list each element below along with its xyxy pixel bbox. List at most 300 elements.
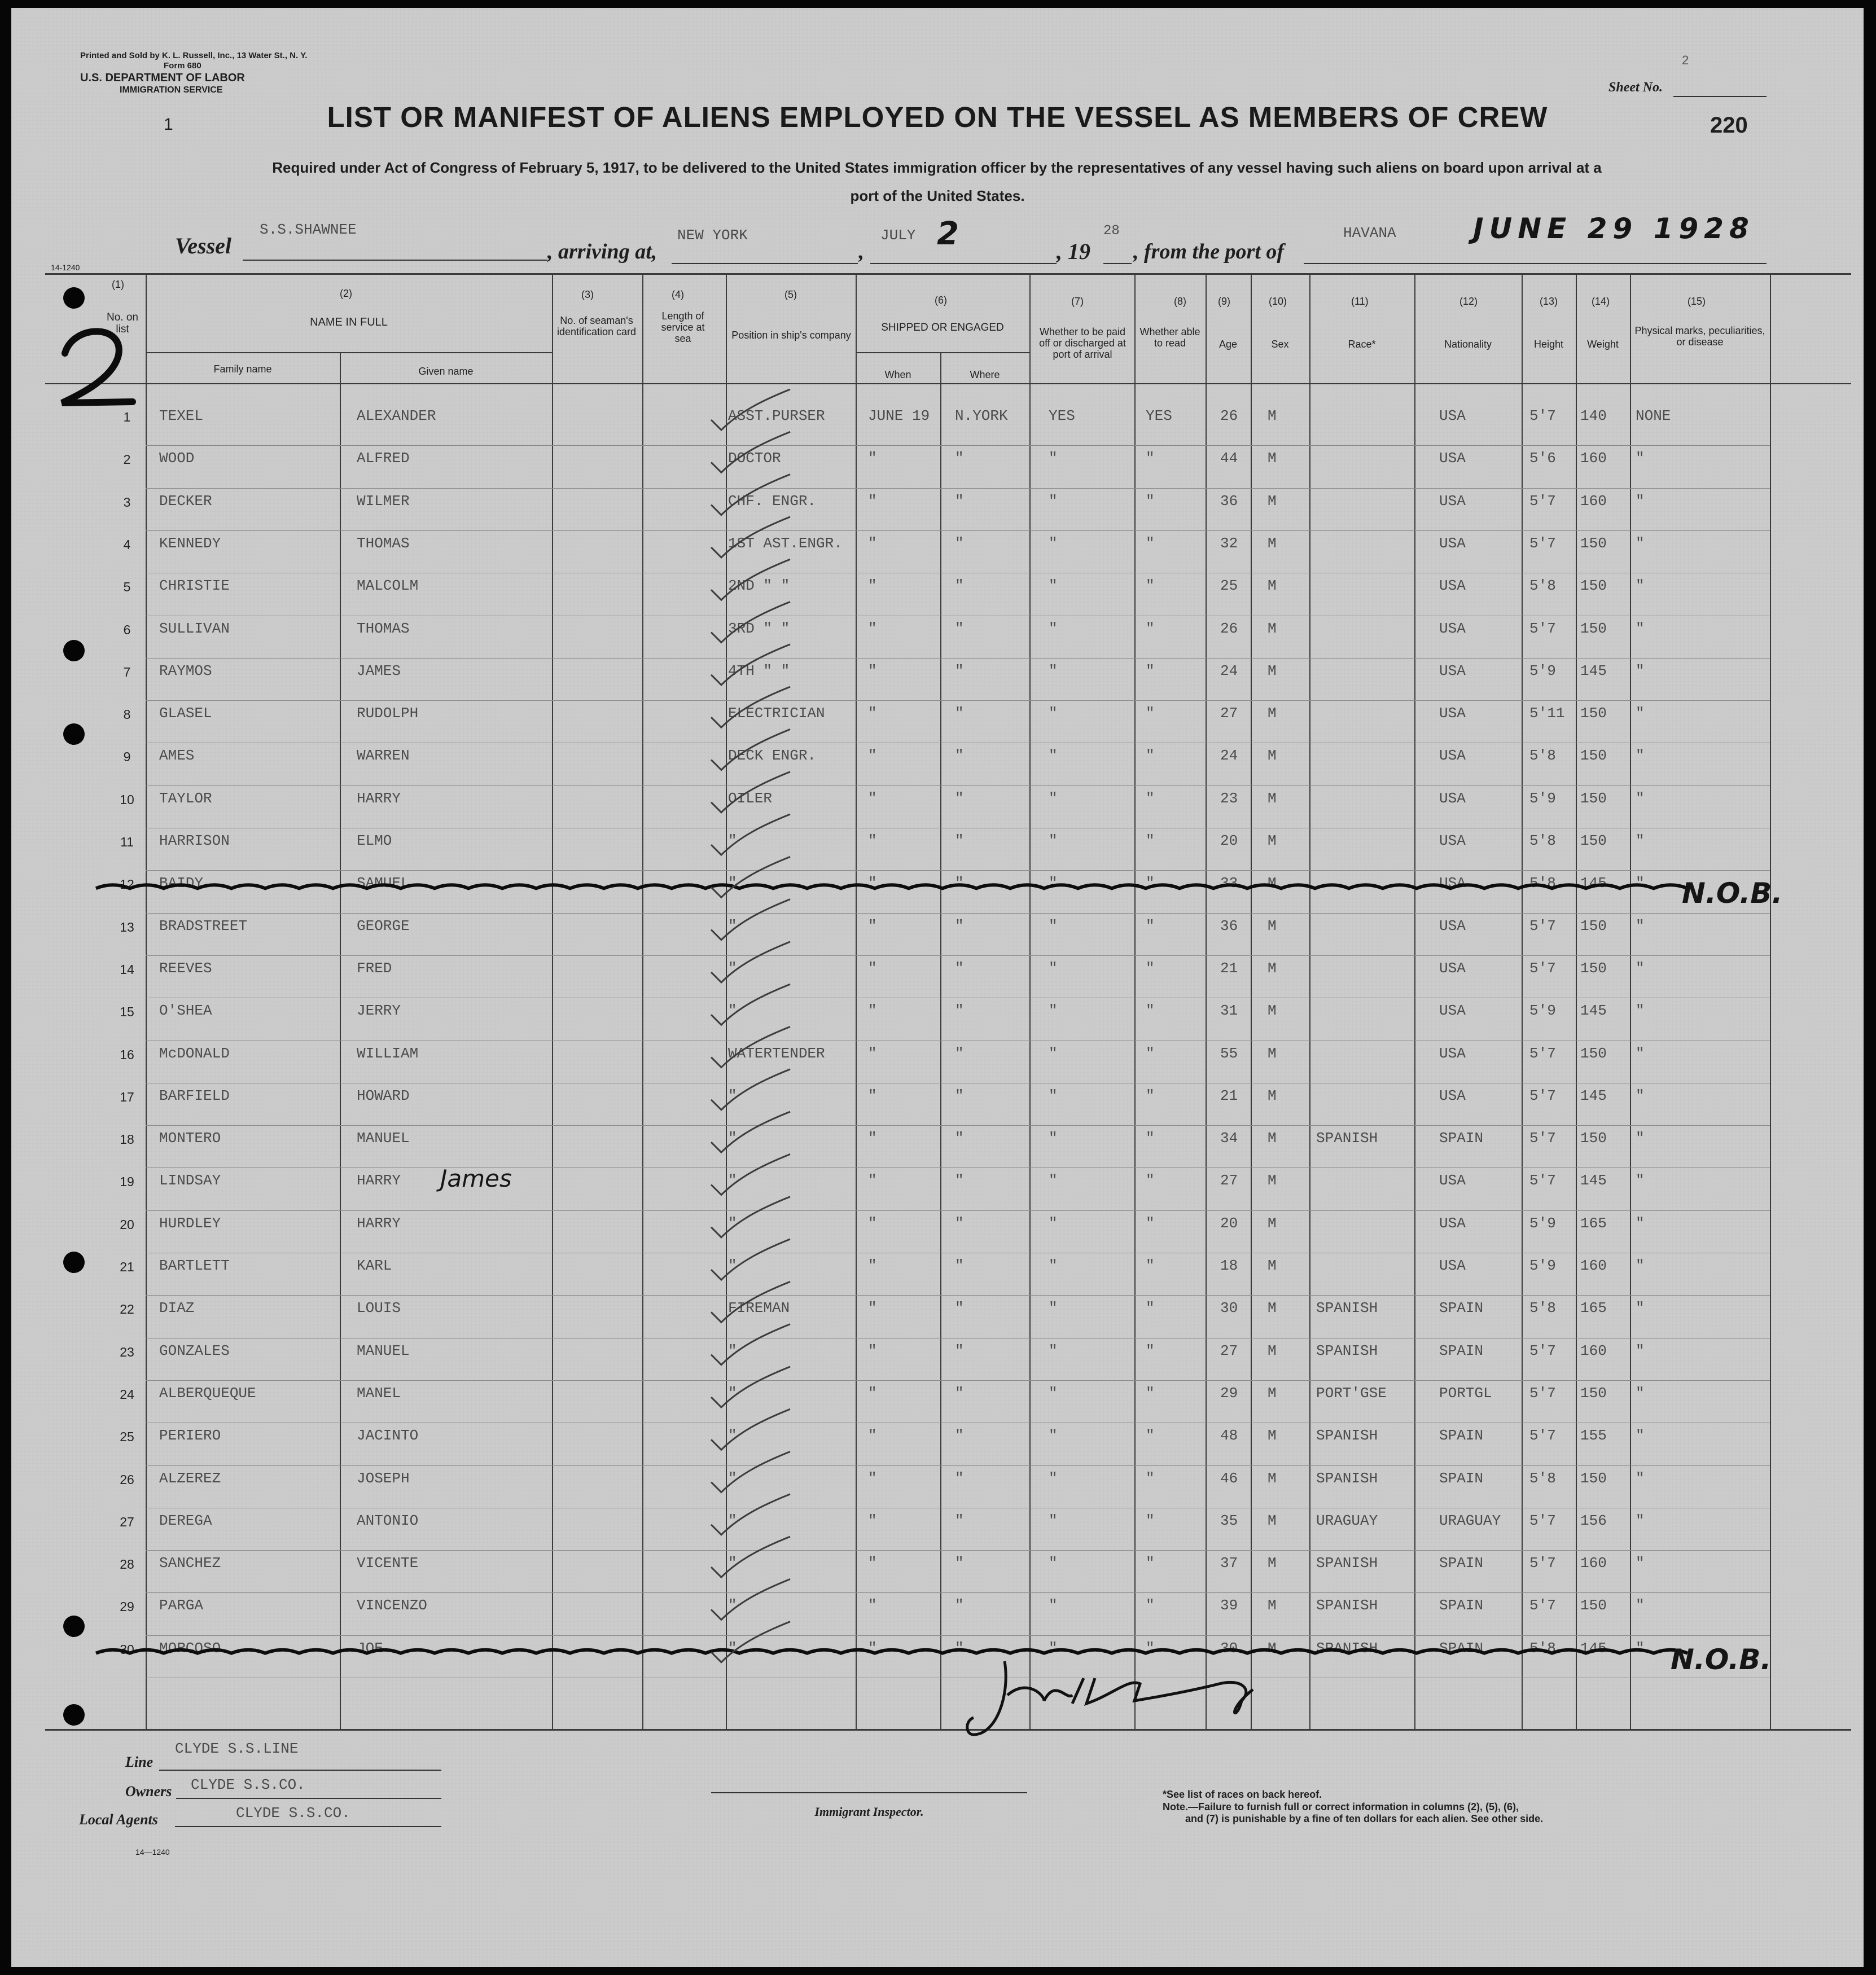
height-cell: 5'6 [1529, 450, 1556, 467]
where-cell: " [955, 1597, 964, 1614]
weight-cell: 160 [1580, 450, 1607, 467]
nob-annotation-row-30: N.O.B. [1671, 1643, 1772, 1676]
row-number: 12 [120, 877, 134, 892]
where-cell: " [955, 875, 964, 892]
year-prefix-label: , 19 [1057, 239, 1090, 264]
age-cell: 32 [1220, 534, 1238, 552]
race-cell: SPANISH [1316, 1427, 1378, 1445]
physical-marks-cell: " [1636, 1555, 1645, 1572]
given-name-cell: JACINTO [357, 1427, 419, 1445]
where-cell: " [955, 577, 964, 595]
given-name-cell: THOMAS [357, 534, 410, 552]
owners-label: Owners [125, 1783, 172, 1800]
sex-cell: M [1268, 1087, 1277, 1104]
inspector-signature-line [711, 1792, 1027, 1793]
family-name-cell: SULLIVAN [159, 620, 230, 637]
paid-off-cell: " [1049, 832, 1058, 849]
weight-cell: 160 [1580, 1555, 1607, 1572]
col-6-num: (6) [935, 295, 947, 306]
form-code: 14-1240 [51, 263, 80, 272]
sex-cell: M [1268, 1597, 1277, 1614]
paid-off-cell: " [1049, 959, 1058, 977]
family-name-cell: HARRISON [159, 832, 230, 849]
row-number: 26 [120, 1472, 134, 1487]
nationality-cell: SPAIN [1439, 1555, 1484, 1572]
physical-marks-cell: " [1636, 1639, 1645, 1657]
col-5-label: Position in ship's company [731, 330, 851, 341]
paid-off-cell: " [1049, 747, 1058, 765]
position-cell: " [728, 1427, 737, 1445]
height-cell: 5'9 [1529, 1257, 1556, 1274]
able-to-read-cell: " [1146, 1300, 1155, 1317]
nationality-cell: USA [1439, 832, 1466, 849]
handwritten-sheet-number [62, 331, 133, 403]
physical-marks-cell: " [1636, 620, 1645, 637]
where-cell: " [955, 1257, 964, 1274]
when-cell: " [868, 1469, 877, 1487]
manifest-sheet [11, 8, 1864, 1967]
sex-cell: M [1268, 875, 1277, 892]
height-cell: 5'7 [1529, 1342, 1556, 1359]
check-mark [711, 1112, 790, 1152]
race-cell: SPANISH [1316, 1597, 1378, 1614]
race-cell: URAGUAY [1316, 1512, 1378, 1529]
race-cell: PORT'GSE [1316, 1384, 1387, 1402]
weight-cell: 155 [1580, 1427, 1607, 1445]
age-cell: 33 [1220, 875, 1238, 892]
check-mark [711, 432, 790, 472]
physical-marks-cell: " [1636, 705, 1645, 722]
age-cell: 55 [1220, 1044, 1238, 1062]
weight-cell: 150 [1580, 789, 1607, 807]
nationality-cell: USA [1439, 917, 1466, 934]
nationality-cell: PORTGL [1439, 1384, 1492, 1402]
height-cell: 5'7 [1529, 917, 1556, 934]
given-name-cell: WILLIAM [357, 1044, 419, 1062]
height-cell: 5'7 [1529, 1130, 1556, 1147]
col-15-label: Physical marks, peculiarities, or disease [1634, 325, 1765, 348]
weight-cell: 160 [1580, 1257, 1607, 1274]
paid-off-cell: " [1049, 1044, 1058, 1062]
col-14-num: (14) [1592, 296, 1610, 307]
handwriting-overlay [11, 8, 1864, 1967]
row-number: 11 [120, 835, 134, 849]
physical-marks-cell: " [1636, 1257, 1645, 1274]
when-cell: " [868, 1427, 877, 1445]
check-mark [711, 942, 790, 982]
check-mark [711, 1197, 790, 1237]
race-cell: SPANISH [1316, 1555, 1378, 1572]
weight-cell: 145 [1580, 1002, 1607, 1020]
when-cell: " [868, 1172, 877, 1190]
check-mark [711, 1027, 790, 1068]
vessel-label: Vessel [175, 233, 231, 258]
physical-marks-cell: " [1636, 789, 1645, 807]
col-10-label: Sex [1271, 339, 1289, 350]
check-mark [711, 772, 790, 813]
position-cell: CHF. ENGR. [728, 492, 817, 510]
check-mark [711, 687, 790, 727]
height-cell: 5'7 [1529, 407, 1556, 424]
paid-off-cell: " [1049, 1512, 1058, 1529]
height-cell: 5'8 [1529, 1469, 1556, 1487]
row-number: 15 [120, 1004, 134, 1020]
given-name-cell: MALCOLM [357, 577, 419, 595]
where-cell: " [955, 492, 964, 510]
able-to-read-cell: " [1146, 662, 1155, 679]
physical-marks-cell: " [1636, 1300, 1645, 1317]
weight-cell: 150 [1580, 832, 1607, 849]
position-cell: " [728, 1214, 737, 1232]
sex-cell: M [1268, 1469, 1277, 1487]
row-number: 22 [120, 1302, 134, 1317]
given-name-cell: MANUEL [357, 1342, 410, 1359]
owners-value: CLYDE S.S.CO. [191, 1776, 305, 1793]
col-5-num: (5) [784, 289, 797, 300]
col-4-num: (4) [672, 289, 684, 300]
age-cell: 24 [1220, 747, 1238, 765]
check-mark [711, 814, 790, 855]
arrival-day: 2 [937, 216, 959, 252]
where-cell: " [955, 832, 964, 849]
where-cell: " [955, 747, 964, 765]
nationality-cell: SPAIN [1439, 1639, 1484, 1657]
paid-off-cell: " [1049, 492, 1058, 510]
sex-cell: M [1268, 1427, 1277, 1445]
physical-marks-cell: " [1636, 577, 1645, 595]
position-cell: " [728, 1087, 737, 1104]
paid-off-cell: " [1049, 1087, 1058, 1104]
when-cell: " [868, 1342, 877, 1359]
physical-marks-cell: " [1636, 959, 1645, 977]
sheet-label: Sheet No. [1608, 80, 1663, 95]
family-name-cell: BAIDY [159, 875, 204, 892]
check-mark [711, 602, 790, 643]
able-to-read-cell: " [1146, 1512, 1155, 1529]
row-number: 9 [123, 749, 131, 765]
height-cell: 5'8 [1529, 1300, 1556, 1317]
row-number: 23 [120, 1344, 134, 1359]
family-name-cell: McDONALD [159, 1044, 230, 1062]
agents-value: CLYDE S.S.CO. [236, 1805, 350, 1822]
subtitle-line-1: Required under Act of Congress of February 5, 1917, to be delivered to the United States immigration officer by the representatives of any vessel having such aliens on board upon arrival at a [272, 159, 1602, 176]
sex-cell: M [1268, 832, 1277, 849]
race-cell: SPANISH [1316, 1300, 1378, 1317]
position-cell: " [728, 1512, 737, 1529]
row-number: 5 [123, 580, 131, 595]
arrival-month: JULY [880, 227, 916, 244]
col-13-label: Height [1533, 339, 1564, 350]
nationality-cell: USA [1439, 1087, 1466, 1104]
able-to-read-cell: " [1146, 1172, 1155, 1190]
sex-cell: M [1268, 789, 1277, 807]
family-name-cell: AMES [159, 747, 195, 765]
height-cell: 5'9 [1529, 1002, 1556, 1020]
row-number: 2 [123, 452, 131, 467]
sex-cell: M [1268, 1044, 1277, 1062]
age-cell: 35 [1220, 1512, 1238, 1529]
physical-marks-cell: " [1636, 1597, 1645, 1614]
when-cell: " [868, 1639, 877, 1657]
where-cell: " [955, 1342, 964, 1359]
note-penalty-1: Note.—Failure to furnish full or correct information in columns (2), (5), (6), [1163, 1801, 1519, 1812]
age-cell: 21 [1220, 959, 1238, 977]
able-to-read-cell: " [1146, 832, 1155, 849]
family-name-cell: SANCHEZ [159, 1555, 221, 1572]
height-cell: 5'9 [1529, 662, 1556, 679]
paid-off-cell: " [1049, 662, 1058, 679]
given-name-cell: JAMES [357, 662, 401, 679]
given-name-cell: WILMER [357, 492, 410, 510]
when-cell: " [868, 1087, 877, 1104]
paid-off-cell: " [1049, 705, 1058, 722]
service-name: IMMIGRATION SERVICE [120, 85, 223, 95]
age-cell: 26 [1220, 407, 1238, 424]
position-cell: OILER [728, 789, 773, 807]
when-cell: JUNE 19 [868, 407, 930, 424]
family-name-cell: HURDLEY [159, 1214, 221, 1232]
row-number: 29 [120, 1599, 134, 1614]
age-cell: 26 [1220, 620, 1238, 637]
sex-cell: M [1268, 1172, 1277, 1190]
height-cell: 5'8 [1529, 875, 1556, 892]
given-name-cell: LOUIS [357, 1300, 401, 1317]
position-cell: ELECTRICIAN [728, 705, 825, 722]
sex-cell: M [1268, 1300, 1277, 1317]
department-name: U.S. DEPARTMENT OF LABOR [80, 72, 245, 84]
nationality-cell: USA [1439, 492, 1466, 510]
col-2-family: Family name [213, 363, 272, 375]
col-6-when: When [884, 369, 911, 380]
able-to-read-cell: " [1146, 1257, 1155, 1274]
able-to-read-cell: " [1146, 620, 1155, 637]
col-1-label: No. on list [107, 311, 138, 336]
paid-off-cell: " [1049, 1555, 1058, 1572]
weight-cell: 150 [1580, 705, 1607, 722]
row-number: 24 [120, 1386, 134, 1402]
family-name-cell: LINDSAY [159, 1172, 221, 1190]
footer-notes [1163, 1789, 1543, 1825]
col-2-given: Given name [418, 366, 474, 377]
physical-marks-cell: " [1636, 534, 1645, 552]
family-name-cell: GLASEL [159, 705, 212, 722]
family-name-cell: TAYLOR [159, 789, 212, 807]
age-cell: 21 [1220, 1087, 1238, 1104]
physical-marks-cell: " [1636, 875, 1645, 892]
where-cell: " [955, 1427, 964, 1445]
given-name-correction: James [440, 1165, 512, 1192]
family-name-cell: BARFIELD [159, 1087, 230, 1104]
col-10-num: (10) [1269, 296, 1287, 307]
margin-mark: 1 [164, 115, 173, 134]
where-cell: " [955, 1469, 964, 1487]
physical-marks-cell: " [1636, 1384, 1645, 1402]
where-cell: " [955, 1044, 964, 1062]
age-cell: 36 [1220, 917, 1238, 934]
row-number: 18 [120, 1132, 134, 1147]
row-number: 13 [120, 919, 134, 934]
height-cell: 5'9 [1529, 789, 1556, 807]
position-cell: DECK ENGR. [728, 747, 817, 765]
age-cell: 30 [1220, 1639, 1238, 1657]
family-name-cell: ALBERQUEQUE [159, 1384, 256, 1402]
height-cell: 5'7 [1529, 1172, 1556, 1190]
paid-off-cell: " [1049, 1342, 1058, 1359]
weight-cell: 150 [1580, 747, 1607, 765]
sex-cell: M [1268, 1384, 1277, 1402]
able-to-read-cell: " [1146, 577, 1155, 595]
when-cell: " [868, 789, 877, 807]
position-cell: " [728, 1342, 737, 1359]
paid-off-cell: " [1049, 789, 1058, 807]
height-cell: 5'11 [1529, 705, 1565, 722]
col-2-label: NAME IN FULL [310, 316, 388, 328]
physical-marks-cell: " [1636, 450, 1645, 467]
page-stamp: 220 [1710, 113, 1748, 138]
family-name-cell: RAYMOS [159, 662, 212, 679]
height-cell: 5'7 [1529, 1555, 1556, 1572]
age-cell: 27 [1220, 705, 1238, 722]
sex-cell: M [1268, 747, 1277, 765]
col-9-num: (9) [1218, 296, 1230, 307]
weight-cell: 150 [1580, 917, 1607, 934]
given-name-cell: ALEXANDER [357, 407, 436, 424]
weight-cell: 150 [1580, 1044, 1607, 1062]
comma: , [858, 240, 864, 264]
able-to-read-cell: " [1146, 1342, 1155, 1359]
family-name-cell: TEXEL [159, 407, 204, 424]
able-to-read-cell: " [1146, 1427, 1155, 1445]
able-to-read-cell: " [1146, 789, 1155, 807]
where-cell: " [955, 1172, 964, 1190]
row-number: 16 [120, 1047, 134, 1062]
printer-line: Printed and Sold by K. L. Russell, Inc., 13 Water St., N. Y. [80, 51, 308, 60]
physical-marks-cell: " [1636, 917, 1645, 934]
row-number: 1 [123, 410, 131, 424]
when-cell: " [868, 747, 877, 765]
weight-cell: 150 [1580, 577, 1607, 595]
family-name-cell: GONZALES [159, 1342, 230, 1359]
sex-cell: M [1268, 1257, 1277, 1274]
check-mark [711, 1409, 790, 1450]
paid-off-cell: " [1049, 620, 1058, 637]
weight-cell: 140 [1580, 407, 1607, 424]
able-to-read-cell: " [1146, 1555, 1155, 1572]
col-8-label: Whether able to read [1139, 326, 1200, 349]
physical-marks-cell: " [1636, 662, 1645, 679]
check-mark [711, 1239, 790, 1280]
paid-off-cell: " [1049, 1597, 1058, 1614]
check-mark [711, 559, 790, 600]
position-cell: " [728, 1130, 737, 1147]
col-7-label: Whether to be paid off or discharged at port of arrival [1039, 326, 1126, 361]
row-number: 7 [123, 664, 131, 679]
agents-field-line [175, 1826, 441, 1827]
subtitle-line-2: port of the United States. [850, 187, 1025, 204]
height-cell: 5'7 [1529, 620, 1556, 637]
age-cell: 39 [1220, 1597, 1238, 1614]
paid-off-cell: " [1049, 1469, 1058, 1487]
position-cell: " [728, 1639, 737, 1657]
position-cell: ASST.PURSER [728, 407, 825, 424]
position-cell: 2ND " " [728, 577, 790, 595]
where-cell: " [955, 1512, 964, 1529]
family-name-cell: KENNEDY [159, 534, 221, 552]
page-title: LIST OR MANIFEST OF ALIENS EMPLOYED ON THE VESSEL AS MEMBERS OF CREW [327, 101, 1548, 133]
age-cell: 27 [1220, 1172, 1238, 1190]
given-name-cell: HARRY [357, 1172, 401, 1190]
weight-cell: 145 [1580, 1172, 1607, 1190]
sex-cell: M [1268, 705, 1277, 722]
given-name-cell: KARL [357, 1257, 392, 1274]
arriving-label: , arriving at, [547, 240, 658, 264]
able-to-read-cell: " [1146, 1214, 1155, 1232]
position-cell: " [728, 1384, 737, 1402]
weight-cell: 150 [1580, 1469, 1607, 1487]
agents-label: Local Agents [79, 1811, 158, 1828]
sex-cell: M [1268, 1555, 1277, 1572]
where-cell: " [955, 917, 964, 934]
nationality-cell: USA [1439, 1257, 1466, 1274]
where-cell: " [955, 620, 964, 637]
when-cell: " [868, 959, 877, 977]
position-cell: 3RD " " [728, 620, 790, 637]
able-to-read-cell: " [1146, 1469, 1155, 1487]
physical-marks-cell: " [1636, 1130, 1645, 1147]
from-label: , from the port of [1133, 240, 1285, 264]
nationality-cell: USA [1439, 620, 1466, 637]
sex-cell: M [1268, 1639, 1277, 1657]
paid-off-cell: " [1049, 1427, 1058, 1445]
physical-marks-cell: " [1636, 1427, 1645, 1445]
footer-form-code: 14—1240 [135, 1847, 170, 1856]
note-penalty-2: and (7) is punishable by a fine of ten dollars for each alien. See other side. [1185, 1813, 1544, 1825]
check-mark [711, 1494, 790, 1535]
physical-marks-cell: " [1636, 747, 1645, 765]
weight-cell: 160 [1580, 492, 1607, 510]
given-name-cell: VICENTE [357, 1555, 419, 1572]
row-number: 6 [123, 622, 131, 637]
where-cell: " [955, 705, 964, 722]
position-cell: DOCTOR [728, 450, 781, 467]
check-mark [711, 1324, 790, 1365]
position-cell: WATERTENDER [728, 1044, 825, 1062]
when-cell: " [868, 577, 877, 595]
when-cell: " [868, 534, 877, 552]
row-number: 4 [123, 537, 131, 552]
weight-cell: 160 [1580, 1342, 1607, 1359]
when-cell: " [868, 1130, 877, 1147]
check-mark [711, 1622, 790, 1662]
weight-cell: 145 [1580, 875, 1607, 892]
given-name-cell: HARRY [357, 1214, 401, 1232]
row-number: 25 [120, 1429, 134, 1445]
given-name-cell: GEORGE [357, 917, 410, 934]
age-cell: 34 [1220, 1130, 1238, 1147]
age-cell: 37 [1220, 1555, 1238, 1572]
given-name-cell: WARREN [357, 747, 410, 765]
where-cell: " [955, 1639, 964, 1657]
height-cell: 5'7 [1529, 1512, 1556, 1529]
physical-marks-cell: " [1636, 1512, 1645, 1529]
given-name-cell: MANEL [357, 1384, 401, 1402]
check-mark [711, 899, 790, 940]
able-to-read-cell: " [1146, 1639, 1155, 1657]
where-cell: " [955, 789, 964, 807]
able-to-read-cell: " [1146, 747, 1155, 765]
family-name-cell: BRADSTREET [159, 917, 248, 934]
height-cell: 5'7 [1529, 534, 1556, 552]
